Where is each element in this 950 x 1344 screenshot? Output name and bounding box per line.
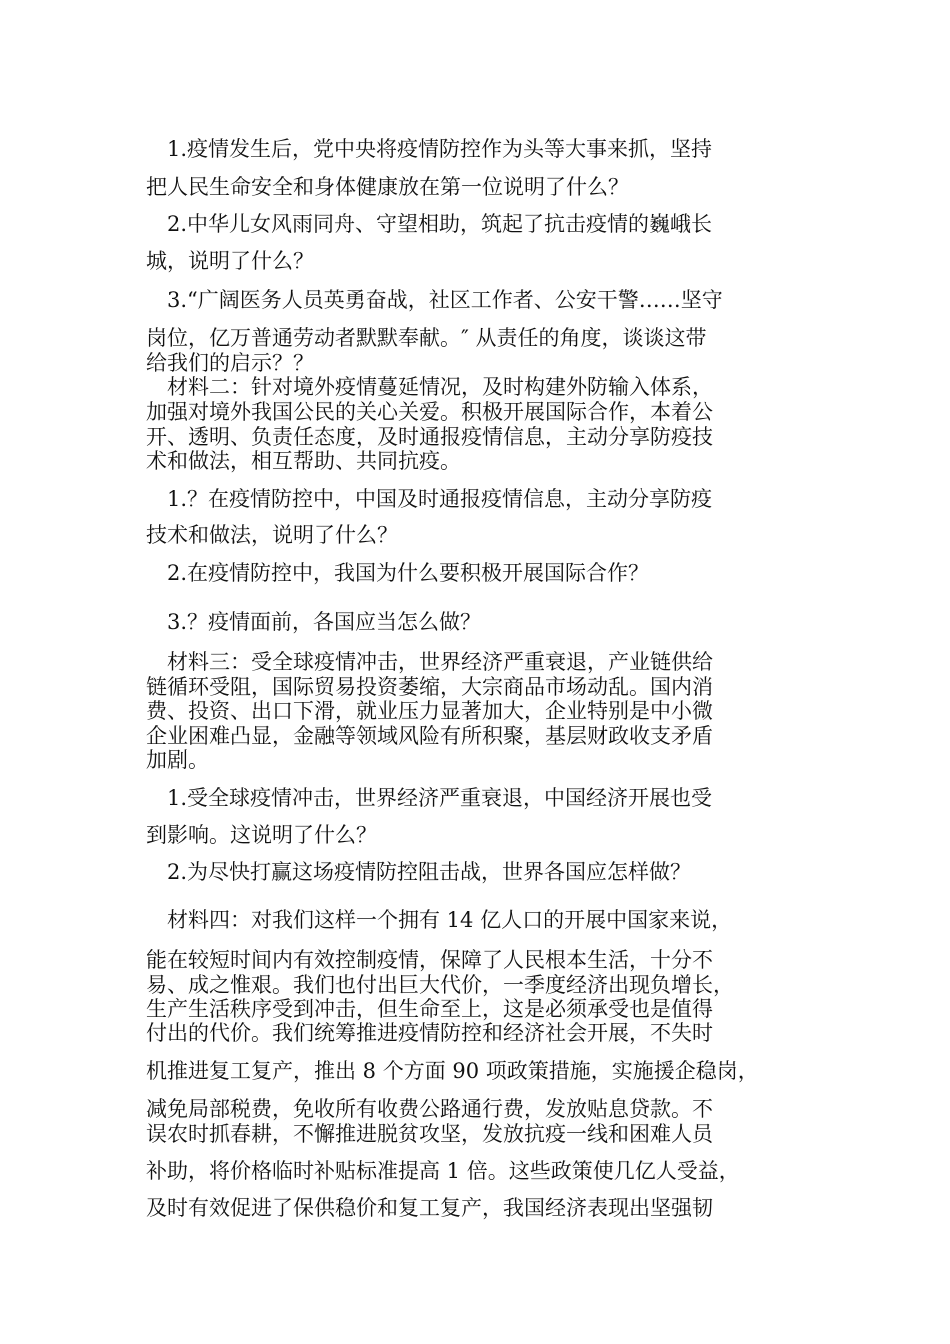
material-3-line-1: 材料三：受全球疫情冲击，世界经济严重衰退，产业链供给 (167, 650, 713, 674)
material-3-line-3: 费、投资、出口下滑，就业压力显著加大，企业特别是中小微 (146, 699, 713, 723)
question-3-line-2: 岗位，亿万普通劳动者默默奉献。″ 从责任的角度，谈谈这带 (146, 326, 707, 350)
material-2-line-3: 开、透明、负责任态度，及时通报疫情信息，主动分享防疫技 (146, 425, 713, 449)
question-3-line-1: 3.“广阔医务人员英勇奋战，社区工作者、公安干警……坚守 (167, 288, 723, 312)
question-1-line-1: 1.疫情发生后，党中央将疫情防控作为头等大事来抓，坚持 (167, 137, 713, 161)
material-4-line-4: 生产生活秩序受到冲击，但生命至上，这是必须承受也是值得 (146, 997, 713, 1021)
m2-question-3: 3.？疫情面前，各国应当怎么做？ (167, 610, 482, 634)
material-4-line-5: 付出的代价。我们统筹推进疫情防控和经济社会开展，不失时 (146, 1021, 713, 1045)
m2-question-2: 2.在疫情防控中，我国为什么要积极开展国际合作？ (167, 561, 650, 585)
material-3-line-4: 企业困难凸显，金融等领域风险有所积聚，基层财政收支矛盾 (146, 724, 713, 748)
material-4-line-9: 补助，将价格临时补贴标准提高 1 倍。这些政策使几亿人受益， (146, 1159, 740, 1183)
m3-question-2: 2.为尽快打赢这场疫情防控阻击战，世界各国应怎样做？ (167, 860, 692, 884)
material-2-line-4: 术和做法，相互帮助、共同抗疫。 (146, 449, 461, 473)
material-3-line-5: 加剧。 (146, 748, 209, 772)
question-3-line-3: 给我们的启示？？ (146, 351, 314, 375)
question-2-line-1: 2.中华儿女风雨同舟、守望相助，筑起了抗击疫情的巍峨长 (167, 212, 713, 236)
material-3-line-2: 链循环受阻，国际贸易投资萎缩，大宗商品市场动乱。国内消 (146, 675, 713, 699)
material-4-line-2: 能在较短时间内有效控制疫情，保障了人民根本生活，十分不 (146, 948, 713, 972)
material-4-line-10: 及时有效促进了保供稳价和复工复产，我国经济表现出坚强韧 (146, 1196, 713, 1220)
m3-question-1-line-2: 到影响。这说明了什么？ (146, 823, 377, 847)
material-2-line-2: 加强对境外我国公民的关心关爱。积极开展国际合作，本着公 (146, 400, 713, 424)
material-2-line-1: 材料二：针对境外疫情蔓延情况，及时构建外防输入体系， (167, 375, 713, 399)
material-4-line-7: 减免局部税费，免收所有收费公路通行费，发放贴息贷款。不 (146, 1097, 713, 1121)
m3-question-1-line-1: 1.受全球疫情冲击，世界经济严重衰退，中国经济开展也受 (167, 786, 713, 810)
material-4-line-8: 误农时抓春耕，不懈推进脱贫攻坚，发放抗疫一线和困难人员 (146, 1122, 713, 1146)
m2-question-1-line-2: 技术和做法，说明了什么？ (146, 523, 398, 547)
m2-question-1-line-1: 1.？在疫情防控中，中国及时通报疫情信息，主动分享防疫 (167, 487, 713, 511)
material-4-line-6: 机推进复工复产，推出 8 个方面 90 项政策措施，实施援企稳岗， (146, 1059, 759, 1083)
question-2-line-2: 城，说明了什么？ (146, 249, 314, 273)
material-4-line-3: 易、成之惟艰。我们也付出巨大代价，一季度经济出现负增长， (146, 973, 734, 997)
material-4-line-1: 材料四：对我们这样一个拥有 14 亿人口的开展中国家来说， (167, 908, 733, 932)
question-1-line-2: 把人民生命安全和身体健康放在第一位说明了什么？ (146, 175, 629, 199)
